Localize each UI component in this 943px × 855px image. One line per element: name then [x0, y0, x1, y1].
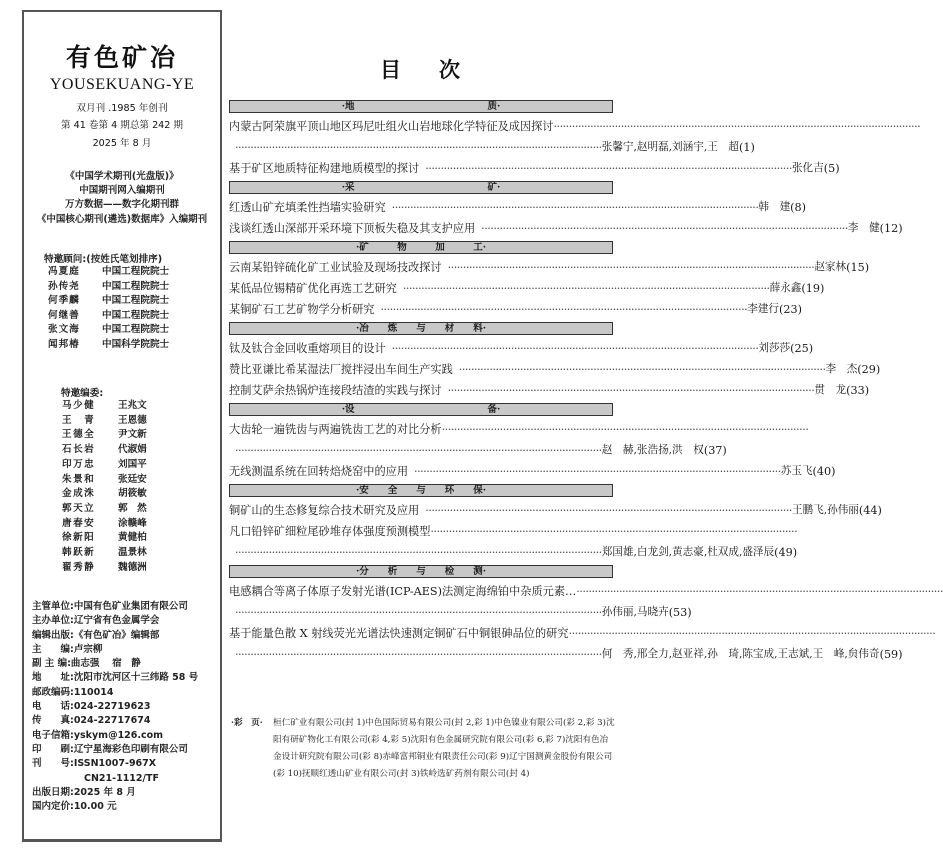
editor-name: 石长岩 [62, 444, 96, 456]
info-value: 024-22717674 [73, 715, 151, 727]
article-page: (12) [879, 222, 903, 235]
toc-section-header [229, 241, 613, 254]
advisor-name: 冯夏庭 [48, 266, 80, 277]
editor-name: 王德全 [62, 429, 96, 441]
article-authors: 赵 赫,张浩扬,洪 权 [601, 444, 704, 456]
article-authors: 薛永鑫 [769, 282, 802, 294]
editor-name: 王恩德 [118, 414, 147, 426]
advisor-affiliation: 中国工程院院士 [102, 309, 170, 321]
article-page: (44) [858, 504, 882, 517]
leader-dots: ························································································································ [553, 120, 921, 133]
indexing-item: 万方数据——数字化期刊群 [64, 199, 179, 211]
leader-dots: ························································································································ [402, 282, 770, 295]
editor-name: 胡筱敏 [118, 488, 147, 500]
leader-dots: ························································································································ [576, 585, 943, 598]
info-value: 110014 [73, 686, 114, 698]
article-authors: 李 杰 [825, 363, 858, 375]
article-authors: 孙伟丽,马晓卉 [601, 606, 669, 618]
masthead-panel [22, 10, 222, 842]
publication-info-row [32, 714, 198, 728]
leader-dots: ························································································································ [425, 504, 792, 517]
article-title[interactable]: 基于能量色散 X 射线荧光光谱法快速测定铜矿石中铜银砷品位的研究 [229, 627, 569, 640]
toc-section-header [229, 484, 613, 497]
advisor-row [48, 323, 169, 338]
toc-section-header [229, 100, 613, 113]
table-of-contents [229, 98, 943, 665]
editor-name: 王兆文 [118, 400, 147, 411]
publication-info-row [32, 772, 198, 786]
publication-info-row [32, 786, 198, 800]
toc-entry[interactable] [229, 623, 936, 665]
leader-dots: ························································································································ [481, 222, 848, 235]
info-label: 印 刷: [32, 743, 74, 755]
section-title: ·采 矿· [341, 182, 501, 193]
advisor-row [48, 294, 169, 309]
article-title[interactable]: 钛及钛合金回收重熔项目的设计 [229, 342, 386, 355]
toc-title: 目次 [380, 57, 498, 82]
article-page: (33) [846, 384, 870, 397]
leader-dots: ························································································································ [425, 162, 792, 175]
leader-dots: ························································································································ [235, 444, 602, 457]
editor-name: 尹文新 [118, 429, 147, 441]
publication-info-row [32, 671, 198, 685]
toc-entry[interactable] [229, 197, 807, 218]
article-title[interactable]: 控制艾萨余热锅炉连接段结渣的实践与探讨 [229, 384, 442, 397]
journal-volume-issue: 第 41 卷第 4 期总第 242 期 [60, 120, 184, 131]
publication-info-row [32, 657, 198, 671]
info-value: 沈阳市沈河区十三纬路 58 号 [73, 672, 199, 684]
toc-entry[interactable] [229, 257, 870, 278]
article-authors: 刘莎莎 [758, 342, 791, 354]
article-authors: 张化吉 [791, 162, 824, 174]
article-page: (5) [823, 162, 840, 175]
toc-section-header [229, 322, 613, 335]
editor-name: 唐春安 [62, 517, 96, 529]
indexing-item: 《中国学术期刊(光盘版)》 [65, 171, 179, 182]
indexing-list [24, 170, 220, 227]
info-label: 副 主 编: [32, 658, 71, 670]
article-page: (23) [778, 303, 802, 316]
advisor-affiliation: 中国科学院院士 [102, 338, 170, 350]
editor-name: 张廷安 [118, 473, 147, 485]
article-authors: 韩 建 [758, 201, 791, 213]
article-page: (49) [774, 546, 798, 559]
article-title[interactable]: 浅谈红透山深部开采环境下顶板失稳及其支护应用 [229, 222, 476, 235]
editor-row [62, 458, 147, 473]
info-value: 辽宁星海彩色印刷有限公司 [73, 743, 188, 755]
section-title: ·安 全 与 环 保· [355, 485, 487, 496]
publication-info-row [32, 686, 198, 700]
article-title[interactable]: 铜矿山的生态修复综合技术研究及应用 [229, 504, 420, 517]
article-page: (40) [812, 465, 836, 478]
indexing-item: 《中国核心期刊(遴选)数据库》入编期刊 [36, 213, 208, 225]
leader-dots: ························································································································ [235, 606, 602, 619]
editor-name: 代淑娟 [118, 444, 147, 456]
advisor-name: 何季麟 [48, 295, 80, 306]
info-label: 编辑出版: [32, 629, 74, 641]
info-value: 2025 年 8 月 [73, 786, 136, 798]
editor-name: 金成洙 [62, 488, 96, 500]
advisor-affiliation: 中国工程院院士 [102, 266, 170, 277]
article-title[interactable]: 红透山矿充填柔性挡墙实验研究 [229, 201, 386, 214]
article-page: (25) [790, 342, 814, 355]
advisors-title: 特邀顾问:(按姓氏笔划排序) [44, 254, 163, 265]
section-title: ·设 备· [341, 404, 501, 415]
editors-list [62, 399, 147, 575]
editor-name: 郭 然 [118, 502, 147, 514]
toc-entry[interactable] [229, 116, 921, 158]
editor-row [62, 561, 147, 576]
toc-section-header [229, 565, 613, 578]
article-authors: 李 健 [847, 222, 880, 234]
advisor-row [48, 280, 169, 295]
info-value: 卢宗柳 [73, 643, 103, 655]
editor-row [62, 473, 147, 488]
leader-dots: ························································································································ [391, 201, 759, 214]
editor-name: 徐新阳 [62, 532, 96, 544]
advisor-name: 张文海 [48, 324, 80, 335]
toc-entry[interactable] [229, 380, 870, 401]
editor-name: 翟秀静 [62, 561, 96, 573]
article-authors: 张馨宁,赵明磊,刘涵宇,王 超 [601, 141, 739, 153]
article-title[interactable]: 云南某铅锌硫化矿工业试验及现场技改探讨 [229, 261, 442, 274]
article-page: (37) [703, 444, 727, 457]
color-pages-text: 桓仁矿业有限公司(封 1)中色国际贸易有限公司(封 2,彩 1)中色镍业有限公司(彩 2,彩 3)沈阳有研矿物化工有限公司(彩 4,彩 5)沈阳有色金属研究院有限公司(彩 6,彩 7)沈阳有色冶金设计研究院有限公司(彩 8)赤峰富邦铜业有限责任公司(彩 9)辽宁国测黄金股份有限公司(彩 10)抚顺红透山矿业有限公司(封 3)铁岭选矿药剂有限公司(封 4) [273, 718, 615, 779]
article-title[interactable]: 某铜矿石工艺矿物学分析研究 [229, 303, 375, 316]
leader-dots: ························································································································ [458, 363, 826, 376]
info-value: 曲志强 宿 静 [70, 658, 141, 670]
publication-info-row [32, 800, 198, 814]
toc-entry[interactable] [229, 521, 798, 563]
info-value: yskym@126.com [73, 729, 164, 741]
info-label: 邮政编码: [32, 686, 74, 698]
info-label: 主办单位: [32, 615, 74, 627]
article-title[interactable]: 电感耦合等离子体原子发射光谱(ICP-AES)法测定海绵铂中杂质元素… [229, 585, 577, 598]
article-authors: 李建行 [747, 303, 779, 315]
toc-entry[interactable] [229, 338, 814, 359]
editor-row [62, 517, 147, 532]
editor-row [62, 414, 147, 429]
publication-info-row [32, 743, 198, 757]
article-authors: 王鹏飞,孙伟丽 [791, 504, 859, 516]
section-title: ·地 质· [341, 101, 501, 112]
info-label: 地 址: [32, 672, 74, 684]
info-value: 024-22719623 [73, 701, 151, 713]
info-value: ISSN1007-967X [73, 758, 157, 770]
info-label: 主 编: [32, 643, 74, 655]
advisor-row [48, 309, 169, 324]
section-title: ·矿 物 加 工· [355, 242, 487, 253]
editor-row [62, 399, 147, 414]
info-label: 刊 号: [32, 758, 74, 770]
article-title[interactable]: 赞比亚谦比希某湿法厂搅拌浸出车间生产实践 [229, 363, 453, 376]
editor-row [62, 531, 147, 546]
editor-name: 黄健柏 [118, 532, 147, 544]
journal-frequency: 双月刊 .1985 年创刊 [76, 103, 168, 114]
editor-name: 王 青 [62, 414, 96, 426]
article-title[interactable]: 凡口铅锌矿细粒尾砂堆存体强度预测模型 [229, 525, 431, 538]
editor-row [62, 502, 147, 517]
publication-info-row [32, 643, 198, 657]
editor-name: 朱景和 [62, 473, 96, 485]
publication-info-row [32, 757, 198, 771]
editor-name: 郭天立 [62, 502, 96, 514]
article-authors: 苏玉飞 [780, 465, 813, 477]
article-authors: 赵家林 [814, 261, 847, 273]
journal-pinyin: YOUSEKUANG-YE [49, 76, 195, 93]
toc-entry[interactable] [229, 500, 882, 521]
leader-dots: ························································································································ [414, 465, 781, 478]
info-label: 出版日期: [32, 786, 74, 798]
publication-info-row [32, 614, 198, 628]
info-value: 中国有色矿业集团有限公司 [73, 601, 188, 612]
publication-info-row [32, 729, 198, 743]
publication-info-row [32, 700, 198, 714]
leader-dots: ························································································································ [380, 303, 748, 316]
advisor-affiliation: 中国工程院院士 [102, 280, 170, 292]
info-label: 主管单位: [32, 601, 74, 612]
article-title[interactable]: 大齿轮一遍铣齿与两遍铣齿工艺的对比分析 [229, 423, 442, 436]
editor-name: 韩跃新 [62, 547, 96, 559]
indexing-item: 中国期刊网入编期刊 [79, 185, 165, 197]
leader-dots: ························································································································ [441, 423, 809, 436]
editor-row [62, 443, 147, 458]
editor-name: 魏德洲 [118, 561, 147, 573]
toc-entry[interactable] [229, 581, 943, 623]
article-page: (1) [738, 141, 755, 154]
advisor-affiliation: 中国工程院院士 [102, 295, 170, 306]
info-label: 电 话: [32, 701, 74, 713]
info-value: CN21-1112/TF [84, 772, 159, 784]
editor-name: 马少健 [62, 400, 96, 411]
toc-section-header [229, 181, 613, 194]
editor-row [62, 487, 147, 502]
publication-info-row [32, 600, 198, 614]
info-label: 电子信箱: [32, 729, 74, 741]
advisor-row [48, 338, 169, 353]
section-title: ·冶 炼 与 材 料· [355, 323, 487, 334]
leader-dots: ························································································································ [447, 384, 815, 397]
leader-dots: ························································································································ [235, 546, 602, 559]
info-value: 辽宁省有色金属学会 [73, 615, 160, 627]
toc-entry[interactable] [229, 278, 825, 299]
article-page: (19) [801, 282, 825, 295]
leader-dots: ························································································································ [391, 342, 759, 355]
article-title[interactable]: 内蒙古阿荣旗平顶山地区玛尼吐组火山岩地球化学特征及成因探讨 [229, 120, 554, 133]
info-label: 传 真: [32, 715, 74, 727]
journal-logo: 有色矿冶 [65, 43, 178, 72]
toc-entry[interactable] [229, 218, 903, 239]
article-page: (8) [790, 201, 807, 214]
color-pages-note [231, 715, 616, 783]
editors-title: 特邀编委: [61, 388, 104, 399]
color-pages-label: ·彩 页· [231, 718, 263, 728]
leader-dots: ························································································································ [447, 261, 815, 274]
leader-dots: ························································································································ [235, 648, 602, 661]
editor-row [62, 428, 147, 443]
toc-entry[interactable] [229, 419, 809, 461]
toc-entry[interactable] [229, 158, 840, 179]
editor-name: 涂赣峰 [118, 517, 147, 529]
section-title: ·分 析 与 检 测· [355, 566, 487, 577]
publication-info [32, 600, 198, 814]
article-page: (15) [846, 261, 870, 274]
publication-info-row [32, 629, 198, 643]
toc-entry[interactable] [229, 299, 802, 320]
info-value: 《有色矿冶》编辑部 [73, 629, 160, 641]
journal-date: 2025 年 8 月 [92, 138, 152, 149]
editor-name: 刘国平 [118, 458, 147, 470]
editor-name: 印万忠 [62, 458, 96, 470]
leader-dots: ························································································································ [430, 525, 798, 538]
article-authors: 贯 龙 [814, 384, 847, 396]
advisor-affiliation: 中国工程院院士 [102, 324, 170, 335]
article-title[interactable]: 基于矿区地质特征构建地质模型的探讨 [229, 162, 420, 175]
toc-section-header [229, 403, 613, 416]
article-page: (59) [879, 648, 903, 661]
toc-entry[interactable] [229, 359, 881, 380]
advisor-name: 孙传尧 [48, 280, 80, 292]
advisors-list [48, 265, 169, 352]
advisor-name: 闻邦椿 [48, 338, 80, 350]
article-title[interactable]: 某低品位锡精矿优化再选工艺研究 [229, 282, 397, 295]
advisor-name: 何继善 [48, 309, 80, 321]
info-label: 国内定价: [32, 801, 74, 813]
toc-entry[interactable] [229, 461, 836, 482]
advisor-row [48, 265, 169, 280]
info-value: 10.00 元 [73, 801, 117, 813]
article-page: (29) [857, 363, 881, 376]
editor-name: 温景林 [118, 547, 147, 559]
article-title[interactable]: 无线测温系统在回转焙烧窑中的应用 [229, 465, 409, 478]
article-page: (53) [668, 606, 692, 619]
leader-dots: ························································································································ [235, 141, 602, 154]
article-authors: 郑国雄,白龙剑,黄志豪,杜双成,盛泽辰 [601, 546, 775, 558]
leader-dots: ························································································································ [568, 627, 936, 640]
article-authors: 何 秀,邢全力,赵亚祥,孙 琦,陈宝成,王志斌,王 峰,贠伟奇 [601, 648, 880, 660]
editor-row [62, 546, 147, 561]
